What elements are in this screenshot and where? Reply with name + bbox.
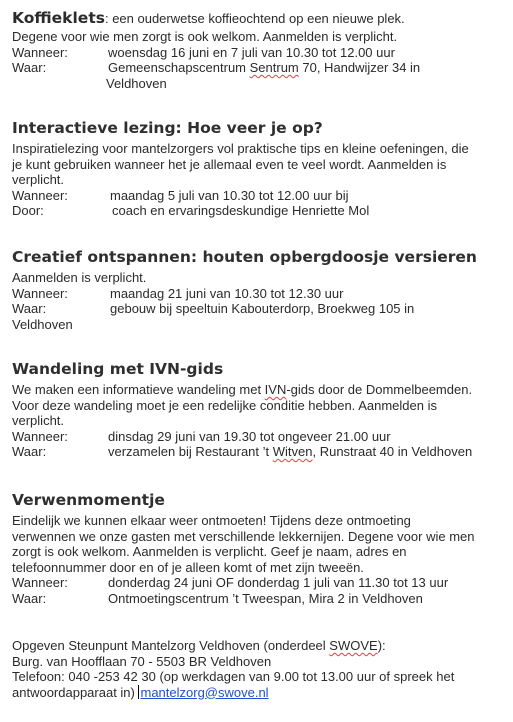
koffieklets-intro-text: : een ouderwetse koffieochtend op een nieuwe plek. [104, 11, 405, 26]
where-text-end: , Runstraat 40 in Veldhoven [312, 444, 473, 459]
creatief-title: Creatief ontspannen: houten opbergdoosje versieren [12, 248, 477, 266]
wandeling-where [12, 444, 508, 460]
where-text: verzamelen bij Restaurant ’t [108, 444, 273, 459]
contact-text: Opgeven Steunpunt Mantelzorg Veldhoven (onderdeel [12, 638, 330, 653]
when-value: woensdag 16 juni en 7 juli van 10.30 tot 12.00 uur [108, 44, 395, 60]
koffieklets-intro [12, 8, 508, 29]
verwen-where [12, 591, 508, 607]
contact-line1 [12, 638, 508, 654]
desc-text: We maken een informatieve wandeling met [12, 382, 265, 397]
contact-text-line4: antwoordapparaat in) [12, 684, 139, 700]
lezing-title: Interactieve lezing: Hoe veer je op? [12, 119, 323, 137]
spellcheck-word: SWOVE [329, 638, 378, 653]
where-value-line2: Veldhoven [12, 316, 73, 332]
wandeling-desc3: verplicht. [12, 413, 65, 428]
wandeling-desc2: Voor deze wandeling moet je een redelijke conditie hebben. Aanmelden is [12, 397, 437, 413]
koffieklets-title: Koffieklets [12, 9, 105, 27]
creatief-where-cont [12, 317, 508, 333]
when-value: dinsdag 29 juni van 19.30 tot ongeveer 21.00 uur [108, 428, 391, 444]
email-link[interactable]: mantelzorg@swove.nl [140, 684, 269, 700]
verwen-desc2: verwennen we onze gasten met verschillende lekkernijen. Degene voor wie men [12, 528, 475, 544]
when-label: Wanneer: [12, 285, 68, 301]
koffieklets-line2: Degene voor wie men zorgt is ook welkom. Aanmelden is verplicht. [12, 29, 398, 44]
wandeling-desc1 [12, 382, 508, 398]
spellcheck-word: Sentrum [249, 60, 299, 75]
verwen-title: Verwenmomentje [12, 491, 165, 509]
creatief-desc1: Aanmelden is verplicht. [12, 270, 147, 285]
desc-text-end: -gids door de Dommelbeemden. [286, 382, 473, 397]
when-value: donderdag 24 juni OF donderdag 1 juli van 11.30 tot 13 uur [108, 575, 449, 590]
section-creatief [12, 247, 508, 332]
verwen-desc4: telefoonnummer door en of je alleen komt of met zijn tweeën. [12, 559, 364, 575]
when-value: maandag 21 juni van 10.30 tot 12.30 uur [110, 285, 344, 301]
verwen-desc3: zorgt is ook welkom. Aanmelden is verplicht. Geef je naam, adres en [12, 544, 407, 559]
where-label: Waar: [12, 60, 47, 75]
contact-address: Burg. van Hoofflaan 70 - 5503 BR Veldhoven [12, 653, 272, 669]
contact-line4 [12, 685, 508, 701]
section-contact [12, 638, 508, 700]
section-lezing [12, 118, 508, 219]
where-label: Waar: [12, 590, 47, 606]
where-text: Gemeenschapscentrum [108, 60, 250, 75]
where-value-line2: Veldhoven [106, 75, 167, 91]
wandeling-when [12, 429, 508, 445]
spellcheck-word: IVN [264, 382, 287, 397]
spellcheck-word: Witven [272, 444, 313, 459]
where-value [108, 60, 420, 76]
koffieklets-where [12, 60, 508, 76]
lezing-desc3: verplicht. [12, 172, 65, 187]
creatief-where [12, 301, 508, 317]
lezing-when [12, 188, 508, 204]
when-label: Wanneer: [12, 187, 68, 203]
where-label: Waar: [12, 301, 47, 316]
section-wandeling [12, 359, 508, 460]
verwen-when [12, 575, 508, 591]
koffieklets-when [12, 45, 508, 61]
when-value: maandag 5 juli van 10.30 tot 12.00 uur bij [110, 187, 349, 203]
lezing-by [12, 203, 508, 219]
contact-text-end: ): [377, 638, 386, 653]
where-value [108, 444, 472, 460]
lezing-desc2: je kunt gebruiken wanneer het je allemaal even te veel wordt. Aanmelden is [12, 156, 447, 172]
where-label: Waar: [12, 444, 47, 459]
when-label: Wanneer: [12, 575, 68, 590]
by-value: coach en ervaringsdeskundige Henriette Mol [112, 203, 370, 218]
contact-phone: Telefoon: 040 -253 42 30 (op werkdagen van 9.00 tot 13.00 uur of spreek het [12, 669, 455, 684]
section-verwen [12, 490, 508, 606]
verwen-desc1: Eindelijk we kunnen elkaar weer ontmoeten! Tijdens deze ontmoeting [12, 513, 411, 528]
koffieklets-where-cont [12, 76, 508, 92]
where-value: Ontmoetingscentrum ’t Tweespan, Mira 2 in Veldhoven [108, 590, 423, 606]
section-koffieklets [12, 8, 508, 91]
where-text-end: 70, Handwijzer 34 in [298, 60, 421, 75]
where-value: gebouw bij speeltuin Kabouterdorp, Broekweg 105 in [110, 301, 415, 316]
wandeling-title: Wandeling met IVN-gids [12, 360, 224, 378]
lezing-desc1: Inspiratielezing voor mantelzorgers vol praktische tips en kleine oefeningen, die [12, 141, 469, 156]
by-label: Door: [12, 203, 44, 218]
when-label: Wanneer: [12, 428, 68, 444]
when-label: Wanneer: [12, 44, 68, 60]
creatief-when [12, 286, 508, 302]
